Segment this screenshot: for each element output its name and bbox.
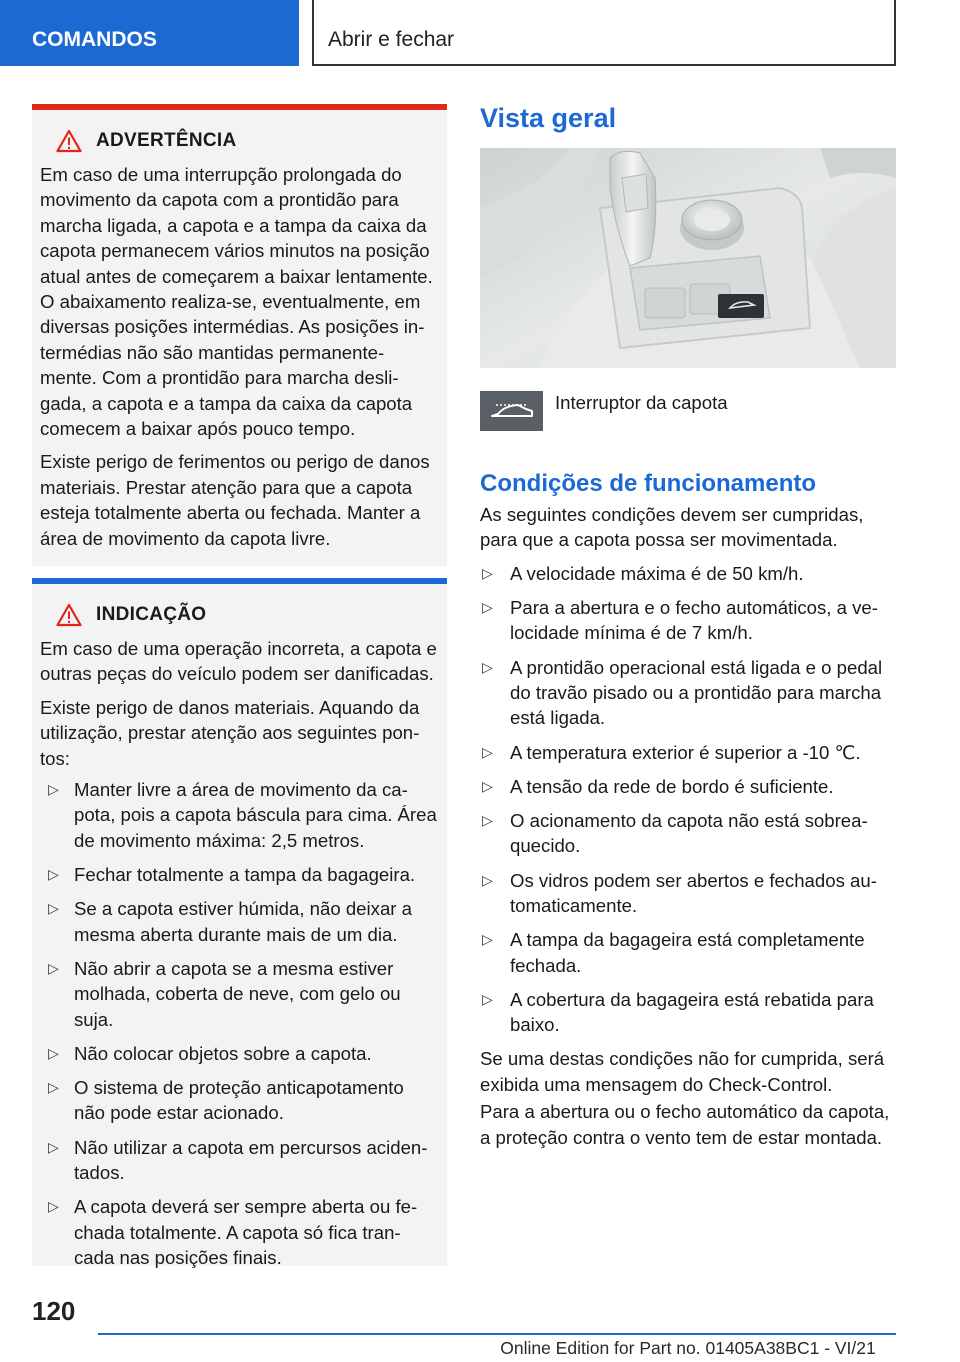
conditions-heading: Condições de funcionamento xyxy=(480,470,817,497)
conditions-note: Para a abertura ou o fecho automático da capota, a proteção contra o vento tem de estar montada. xyxy=(480,1101,890,1148)
warning-label: ADVERTÊNCIA xyxy=(96,130,237,151)
list-item: ▷ A velocidade máxima é de 50 km/h. xyxy=(480,561,896,586)
image-caption: Interruptor da capota xyxy=(555,392,728,413)
list-item: ▷ O sistema de proteção anticapotamento não pode estar acionado. xyxy=(48,1077,404,1124)
warning-triangle-icon xyxy=(56,603,82,627)
edition-label: Online Edition for Part no. 01405A38BC1 - VI/21 xyxy=(500,1338,876,1358)
center-console-image xyxy=(480,148,896,368)
note-heading xyxy=(40,600,439,630)
warning-heading xyxy=(40,126,439,156)
note-paragraph: Existe perigo de danos materiais. Aquando da utilização, prestar atenção aos seguintes pon-tos: xyxy=(40,696,420,769)
warning-paragraph: Em caso de uma interrupção prolongada do movimento da capota com a prontidão para marcha ligada, a capota e a tampa da caixa da capota permanecem vários minutos na posição atual antes de começarem a baixar lentamente. O abaixamento realiza-se, eventualmente, em diversas posições intermédias. As posições in-termédias não são mantidas permanente-mente. Com a prontidão para marcha desli-gada, a capota e a tampa da caixa da capota comecem a baixar após pouco tempo. xyxy=(40,164,433,440)
list-item: ▷ A capota deverá ser sempre aberta ou fe-chada totalmente. A capota só fica tran-cada nas posições finais. xyxy=(48,1196,418,1269)
warning-triangle-icon xyxy=(56,129,82,153)
note-list xyxy=(40,777,439,1270)
list-item: ▷ A tampa da bagageira está completamente fechada. xyxy=(482,929,865,976)
footer-divider xyxy=(98,1333,896,1335)
bullet-arrow-icon: ▷ xyxy=(482,658,493,675)
conditions-list xyxy=(480,561,896,1038)
overview-heading: Vista geral xyxy=(480,103,617,133)
bullet-arrow-icon: ▷ xyxy=(482,871,493,888)
warning-box xyxy=(32,104,447,566)
list-item: ▷ Fechar totalmente a tampa da bagageira. xyxy=(40,862,439,887)
bullet-arrow-icon: ▷ xyxy=(48,900,59,917)
bullet-arrow-icon: ▷ xyxy=(48,1198,59,1215)
bullet-arrow-icon: ▷ xyxy=(48,1079,59,1096)
bullet-arrow-icon: ▷ xyxy=(48,1044,59,1061)
list-item: ▷ A tensão da rede de bordo é suficiente. xyxy=(480,774,896,799)
list-item: ▷ Os vidros podem ser abertos e fechados au-tomaticamente. xyxy=(482,869,877,917)
right-column xyxy=(480,100,896,1150)
list-item: ▷ Manter livre a área de movimento da ca-pota, pois a capota báscula para cima. Área de movimento máxima: 2,5 metros. xyxy=(48,779,437,851)
bullet-arrow-icon: ▷ xyxy=(48,959,59,976)
bullet-arrow-icon: ▷ xyxy=(482,743,493,760)
section-label: COMANDOS xyxy=(32,28,157,51)
list-item: ▷ Se a capota estiver húmida, não deixar a mesma aberta durante mais de um dia. xyxy=(48,898,412,945)
console-photo xyxy=(480,148,896,368)
list-item: ▷ Não abrir a capota se a mesma estiver molhada, coberta de neve, com gelo ou suja. xyxy=(48,957,401,1030)
bullet-arrow-icon: ▷ xyxy=(482,564,493,581)
list-item: ▷ A cobertura da bagageira está rebatida para baixo. xyxy=(482,988,874,1036)
conditions-note: Se uma destas condições não for cumprida, será exibida uma mensagem do Check-Control. xyxy=(480,1048,885,1095)
section-tab xyxy=(0,0,299,66)
note-label: INDICAÇÃO xyxy=(96,604,207,625)
caption-row xyxy=(480,388,896,440)
list-item: ▷ A temperatura exterior é superior a -10 ℃. xyxy=(480,740,896,765)
list-item: ▷ Não utilizar a capota em percursos aciden-tados. xyxy=(48,1136,428,1184)
note-paragraph: Em caso de uma operação incorreta, a capota e outras peças do veículo podem ser danificadas. xyxy=(40,638,437,685)
page-number: 120 xyxy=(32,1296,76,1326)
bullet-arrow-icon: ▷ xyxy=(48,1138,59,1155)
bullet-arrow-icon: ▷ xyxy=(482,931,493,948)
bullet-arrow-icon: ▷ xyxy=(482,812,493,829)
warning-paragraph: Existe perigo de ferimentos ou perigo de danos materiais. Prestar atenção para que a capota esteja totalmente aberta ou fechada. Manter a área de movimento da capota livre. xyxy=(40,451,430,549)
list-item: ▷ O acionamento da capota não está sobrea-quecido. xyxy=(482,810,868,857)
bullet-arrow-icon: ▷ xyxy=(482,777,493,794)
conditions-intro: As seguintes condições devem ser cumpridas, para que a capota possa ser movimentada. xyxy=(480,504,864,551)
chapter-title: Abrir e fechar xyxy=(328,28,455,51)
note-box xyxy=(32,578,447,1269)
convertible-top-icon xyxy=(480,391,543,431)
list-item: ▷ Não colocar objetos sobre a capota. xyxy=(40,1041,439,1066)
bullet-arrow-icon: ▷ xyxy=(482,990,493,1007)
list-item: ▷ A prontidão operacional está ligada e o pedal do travão pisado ou a prontidão para marcha está ligada. xyxy=(482,656,883,729)
list-item: ▷ Para a abertura e o fecho automáticos, a ve-locidade mínima é de 7 km/h. xyxy=(482,597,878,644)
bullet-arrow-icon: ▷ xyxy=(48,866,59,883)
bullet-arrow-icon: ▷ xyxy=(48,781,59,798)
bullet-arrow-icon: ▷ xyxy=(482,599,493,616)
chapter-header xyxy=(312,0,896,66)
